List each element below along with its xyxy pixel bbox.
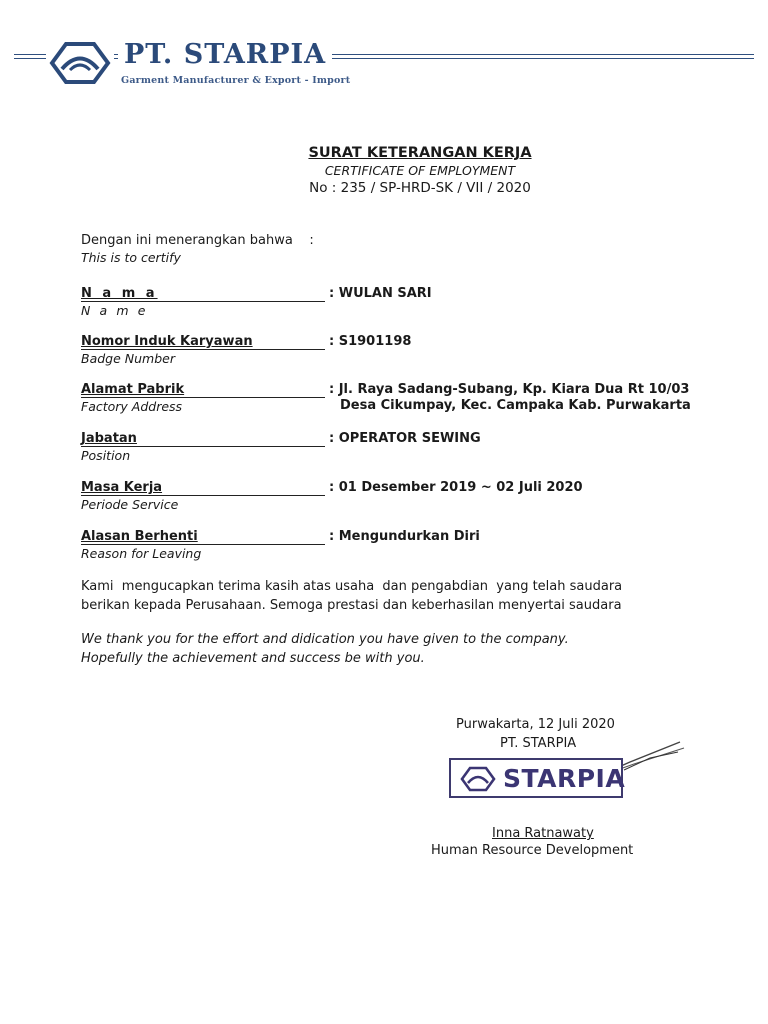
field-value-line2: Desa Cikumpay, Kec. Campaka Kab. Purwakarta	[340, 398, 691, 413]
field-value: : OPERATOR SEWING	[329, 431, 481, 446]
field-value: : Mengundurkan Diri	[329, 529, 480, 544]
field-label: Masa Kerja	[81, 480, 325, 496]
field-label: Alasan Berhenti	[81, 529, 325, 545]
company-tagline: Garment Manufacturer & Export - Import	[121, 75, 351, 86]
intro-text-en: This is to certify	[81, 250, 181, 265]
field-label-en: Reason for Leaving	[81, 546, 202, 561]
company-logo-icon	[46, 38, 114, 88]
closing-line: Kami mengucapkan terima kasih atas usaha dan pengabdian yang telah saudara	[81, 579, 623, 594]
closing-paragraph	[81, 577, 701, 615]
field-value: : Jl. Raya Sadang-Subang, Kp. Kiara Dua Rt 10/03	[329, 382, 690, 397]
document-number: No : 235 / SP-HRD-SK / VII / 2020	[309, 180, 531, 196]
company-name: PT. STARPIA	[118, 40, 332, 70]
document-title-block	[260, 144, 580, 197]
signatory-name: Inna Ratnawaty	[492, 826, 594, 841]
field-label-en: Position	[81, 448, 131, 463]
signatory-position: Human Resource Development	[431, 843, 634, 858]
signatory-company: PT. STARPIA	[500, 736, 577, 751]
field-value: : WULAN SARI	[329, 286, 432, 301]
document-title: SURAT KETERANGAN KERJA	[308, 145, 532, 161]
stamp-logo-icon	[459, 765, 497, 797]
closing-line: berikan kepada Perusahaan. Semoga prestasi dan keberhasilan menyertai saudara	[81, 598, 622, 613]
intro	[81, 232, 314, 266]
place-date: Purwakarta, 12 Juli 2020	[456, 717, 615, 732]
field-value: : S1901198	[329, 334, 412, 349]
field-label-en: N a m e	[81, 303, 148, 318]
field-label-en: Badge Number	[81, 351, 175, 366]
closing-line-en: We thank you for the effort and didication you have given to the company.	[81, 632, 569, 647]
field-label: Nomor Induk Karyawan	[81, 334, 325, 350]
stamp-text: STARPIA	[503, 764, 626, 793]
document-subtitle: CERTIFICATE OF EMPLOYMENT	[324, 163, 516, 178]
letterhead	[0, 30, 768, 100]
field-label: N a m a	[81, 286, 325, 302]
field-label-en: Periode Service	[81, 497, 179, 512]
field-label: Jabatan	[81, 431, 325, 447]
closing-line-en: Hopefully the achievement and success be with you.	[81, 651, 425, 666]
intro-text: Dengan ini menerangkan bahwa :	[81, 233, 314, 248]
field-label-en: Factory Address	[81, 399, 183, 414]
closing-paragraph-en	[81, 630, 701, 668]
field-value: : 01 Desember 2019 ~ 02 Juli 2020	[329, 480, 583, 495]
field-label: Alamat Pabrik	[81, 382, 325, 398]
company-stamp	[449, 758, 626, 798]
